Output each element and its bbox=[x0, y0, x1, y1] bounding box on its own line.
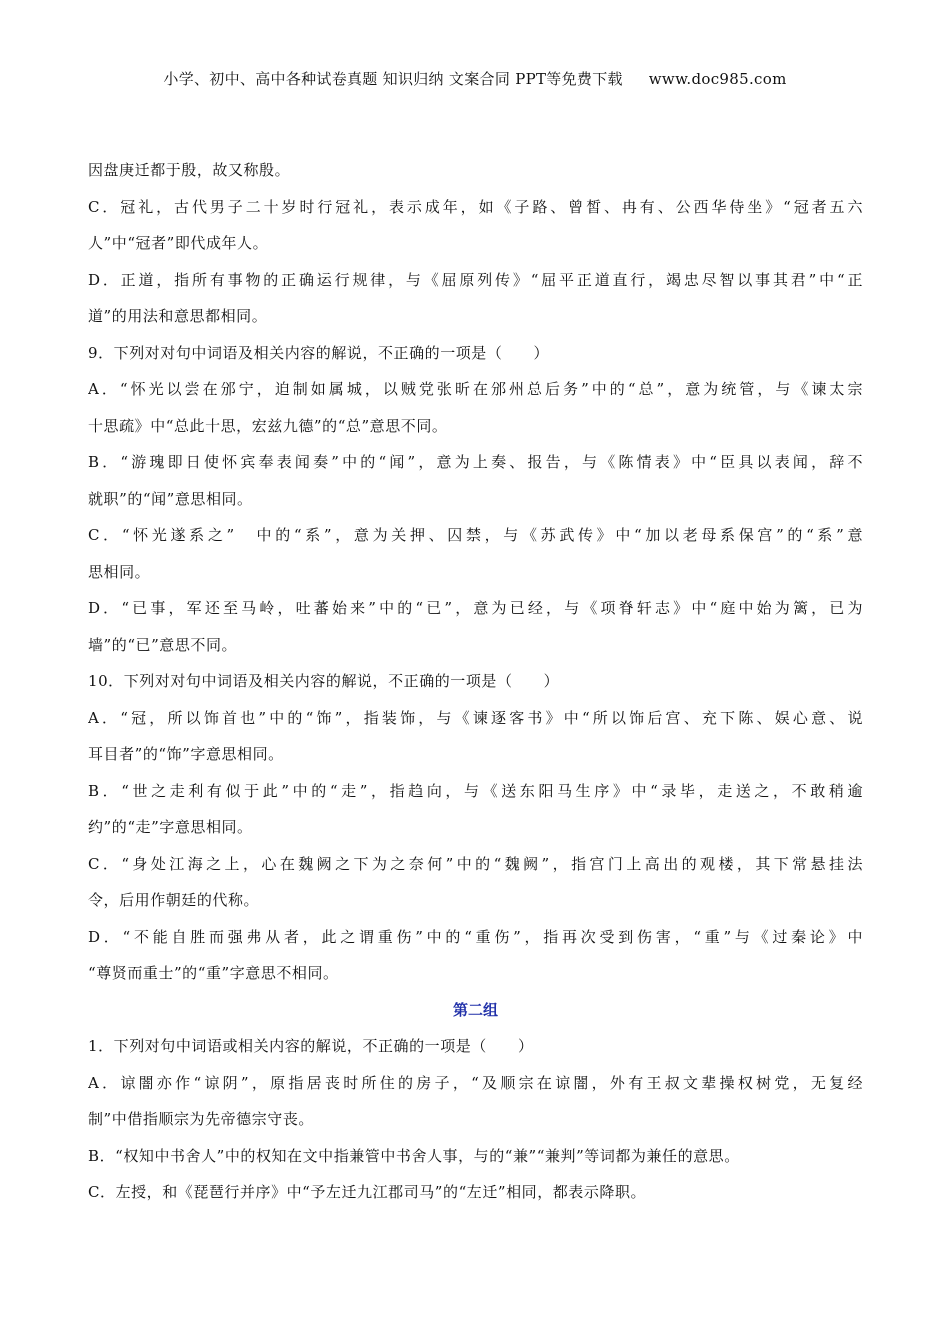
header-text: 小学、初中、高中各种试卷真题 知识归纳 文案合同 PPT等免费下载 bbox=[163, 70, 623, 88]
text-line: 墙”的“已”意思不同。 bbox=[88, 635, 238, 654]
text-line: 十思疏》中“总此十思，宏兹九德”的“总”意思不同。 bbox=[88, 416, 448, 435]
text-line: 就职”的“闻”意思相同。 bbox=[88, 489, 253, 508]
text-line: 耳目者”的“饰”字意思相同。 bbox=[88, 745, 284, 763]
text-line: C．冠礼，古代男子二十岁时行冠礼，表示成年，如《子路、曾皙、冉有、公西华侍坐》“冠者五六 bbox=[88, 197, 863, 216]
text-line: 思相同。 bbox=[88, 562, 151, 581]
text-line: B．“世之走利有似于此”中的“走”，指趋向，与《送东阳马生序》中“录毕，走送之，不敢稍逾 bbox=[88, 781, 863, 800]
document-body bbox=[88, 152, 863, 1211]
question-line: 9．下列对对句中词语及相关内容的解说，不正确的一项是（ ） bbox=[88, 343, 550, 362]
text-line: A．“怀光以尝在邠宁，迫制如属城，以贼党张昕在邠州总后务”中的“总”，意为统管，与《谏太宗 bbox=[88, 380, 863, 398]
text-line: B．“权知中书舍人”中的权知在文中指兼管中书舍人事，与的“兼”“兼判”等词都为兼任的意思。 bbox=[88, 1146, 740, 1165]
text-line: 令，后用作朝廷的代称。 bbox=[88, 891, 260, 909]
page-header bbox=[0, 68, 950, 89]
text-line: D．“已事，军还至马岭，吐蕃始来”中的“已”，意为已经，与《项脊轩志》中“庭中始为篱，已为 bbox=[88, 599, 863, 617]
text-line: A．“冠，所以饰首也”中的“饰”，指装饰，与《谏逐客书》中“所以饰后宫、充下陈、娱心意、说 bbox=[88, 708, 863, 727]
section-title: 第二组 bbox=[452, 1000, 498, 1019]
text-line: D．“不能自胜而强弗从者，此之谓重伤”中的“重伤”，指再次受到伤害，“重”与《过秦论》中 bbox=[88, 927, 863, 946]
text-line: 制”中借指顺宗为先帝德宗守丧。 bbox=[88, 1110, 314, 1128]
text-line: 约”的“走”字意思相同。 bbox=[88, 818, 253, 836]
text-line: C．“身处江海之上，心在魏阙之下为之奈何”中的“魏阙”，指宫门上高出的观楼，其下常悬挂法 bbox=[88, 854, 863, 873]
text-line: A．谅闇亦作“谅阴”，原指居丧时所住的房子，“及顺宗在谅闇，外有王叔文辈操权树党，无复经 bbox=[88, 1073, 863, 1092]
text-line: C．“怀光遂系之” 中的“系”，意为关押、囚禁，与《苏武传》中“加以老母系保宫”的“系”意 bbox=[88, 526, 863, 544]
text-line: C．左授，和《琵琶行并序》中“予左迁九江郡司马”的“左迁”相同，都表示降职。 bbox=[88, 1183, 647, 1201]
text-line: “尊贤而重士”的“重”字意思不相同。 bbox=[88, 964, 339, 982]
header-url[interactable]: www.doc985.com bbox=[648, 70, 787, 88]
question-line: 1．下列对句中词语或相关内容的解说，不正确的一项是（ ） bbox=[88, 1037, 534, 1055]
text-line: 道”的用法和意思都相同。 bbox=[88, 307, 268, 325]
question-line: 10．下列对对句中词语及相关内容的解说，不正确的一项是（ ） bbox=[88, 672, 560, 690]
text-line: B．“游瑰即日使怀宾奉表闻奏”中的“闻”，意为上奏、报告，与《陈情表》中“臣具以表闻，辞不 bbox=[88, 453, 863, 471]
text-line: D．正道，指所有事物的正确运行规律，与《屈原列传》“屈平正道直行，竭忠尽智以事其君”中“正 bbox=[88, 270, 863, 289]
text-line: 因盘庚迁都于殷，故又称殷。 bbox=[88, 161, 291, 179]
text-line: 人”中“冠者”即代成年人。 bbox=[88, 234, 269, 252]
